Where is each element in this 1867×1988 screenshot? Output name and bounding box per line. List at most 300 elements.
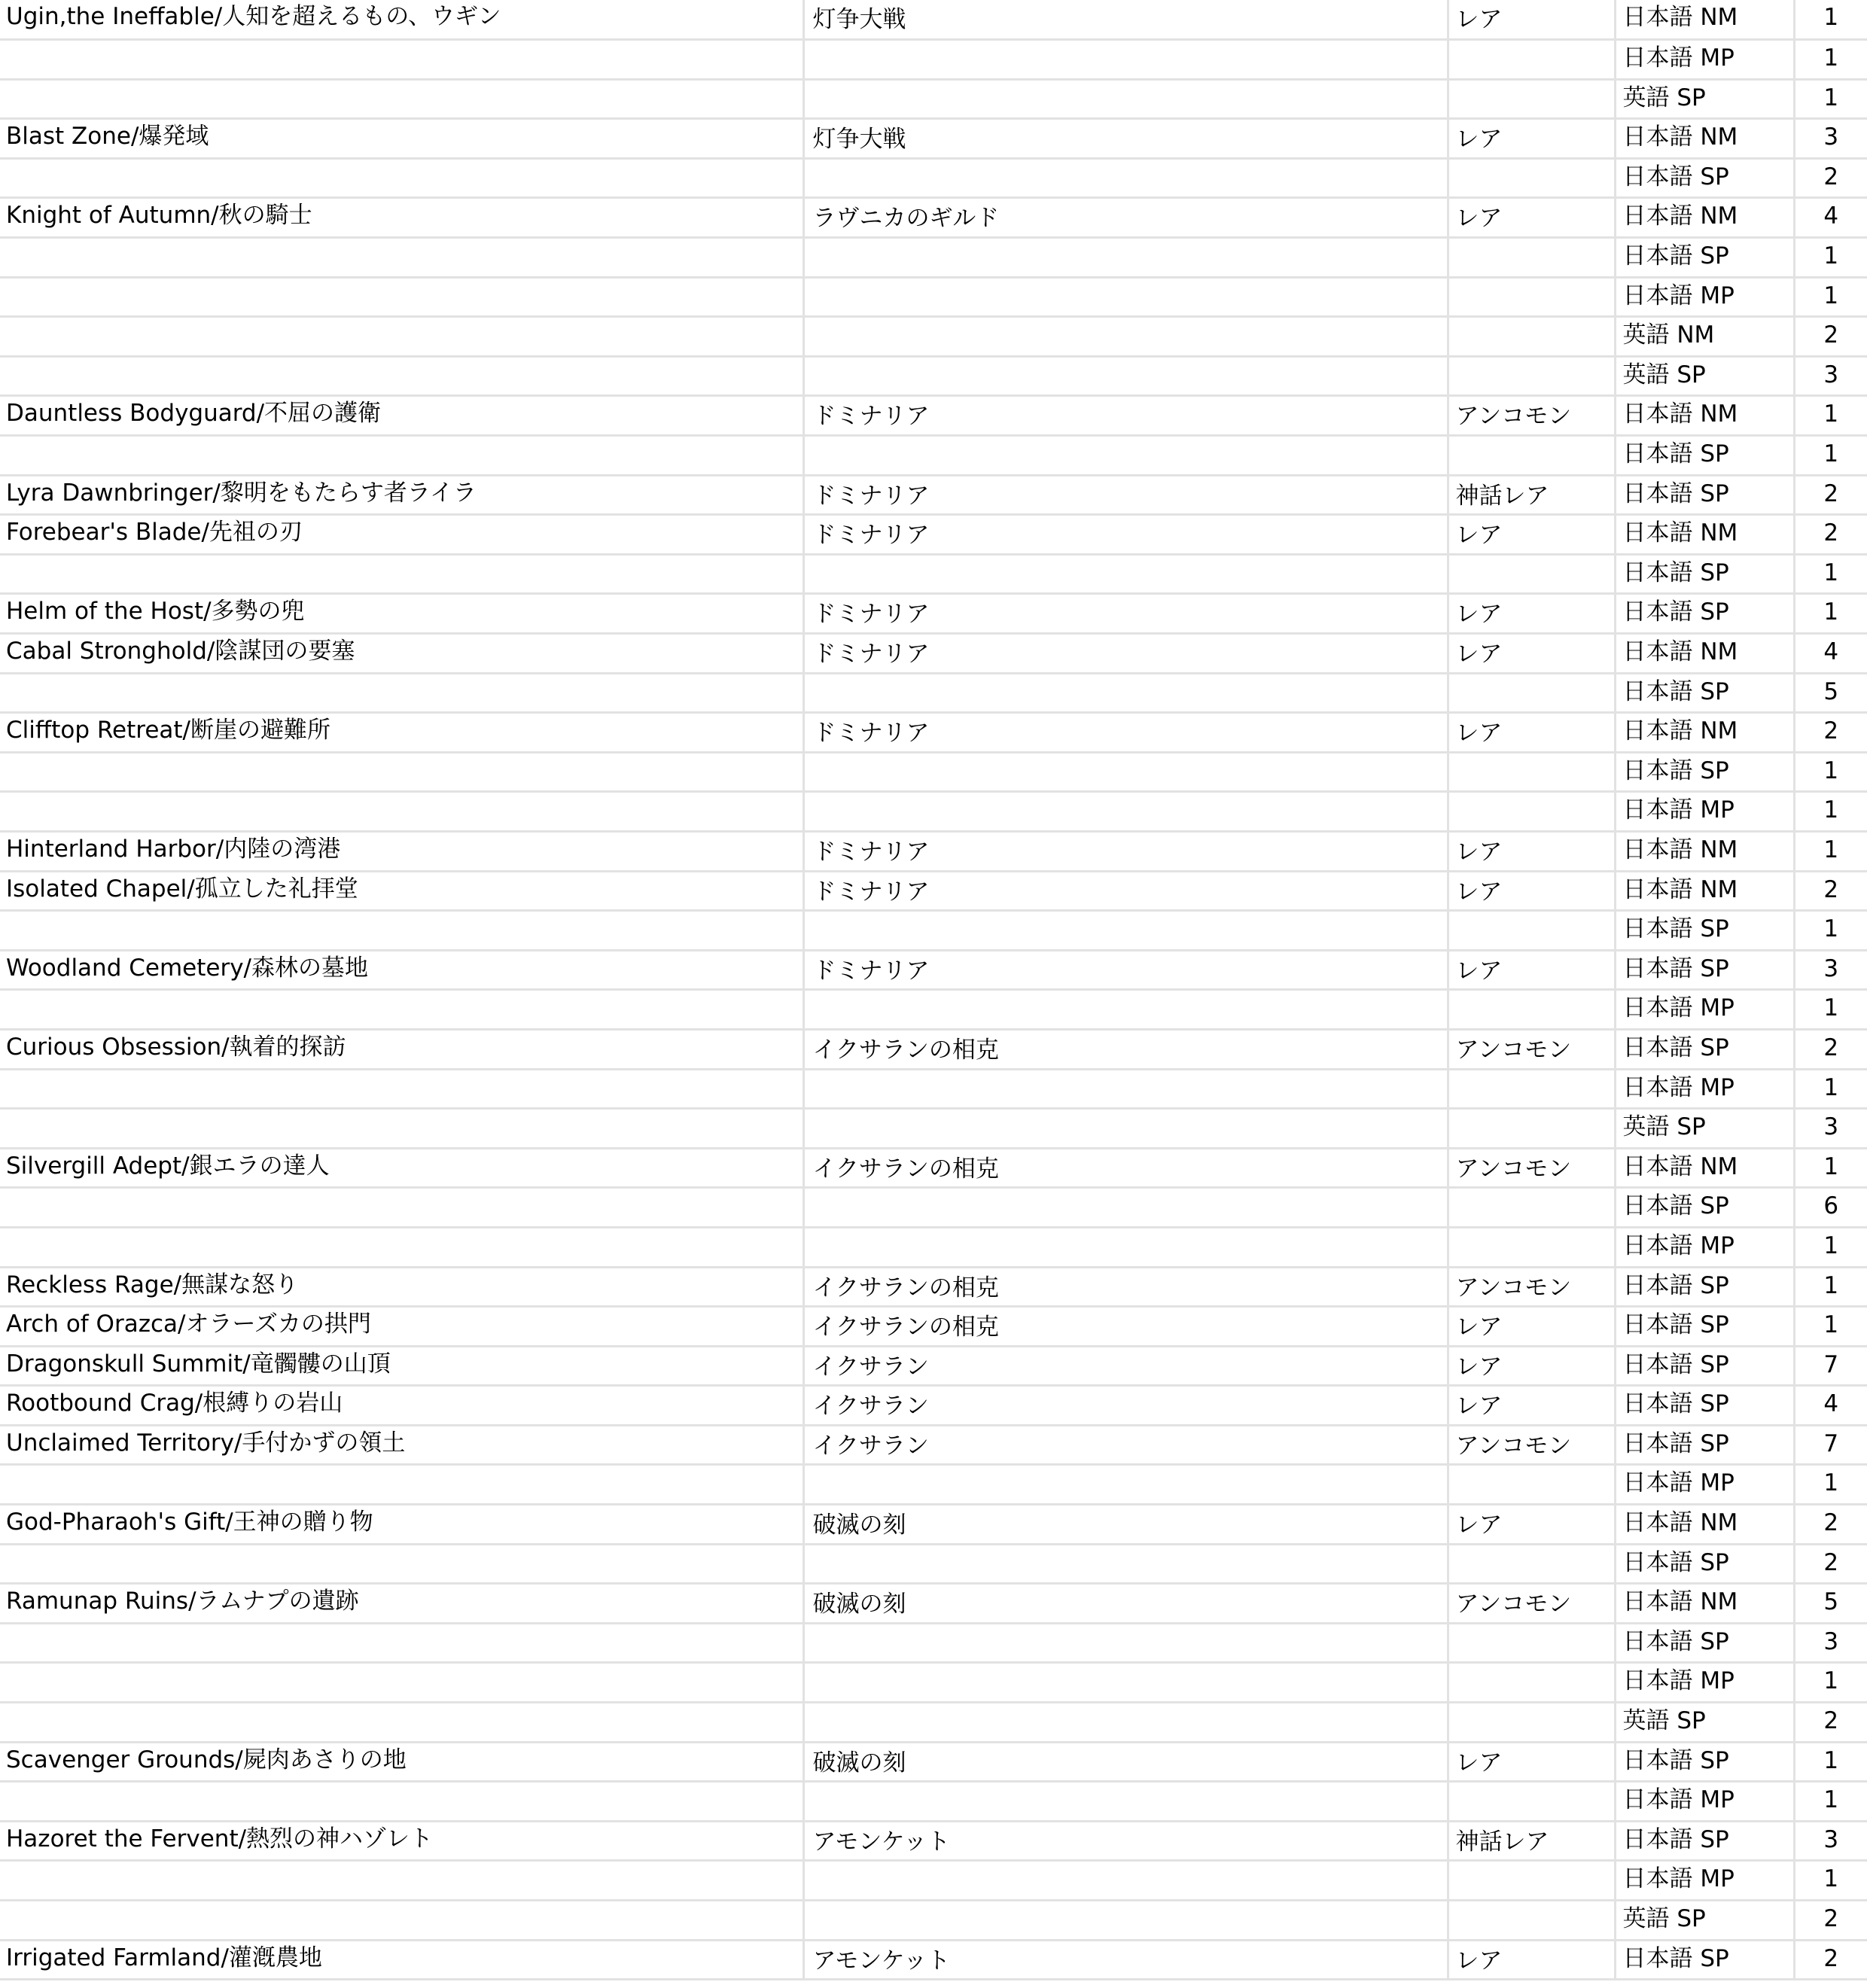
rarity-cell[interactable] [1448,911,1615,951]
set-name-cell[interactable] [803,436,1448,476]
rarity-cell[interactable] [1448,1663,1615,1703]
quantity-cell[interactable]: 1 [1794,1465,1867,1505]
rarity-cell[interactable]: 神話レア [1448,1821,1615,1861]
set-name-cell[interactable]: イクサランの相克 [803,1307,1448,1347]
language-condition-cell[interactable]: 日本語 NM [1615,198,1794,238]
quantity-cell[interactable]: 5 [1794,673,1867,713]
set-name-cell[interactable]: 灯争大戦 [803,119,1448,159]
rarity-cell[interactable] [1448,1623,1615,1663]
rarity-cell[interactable]: レア [1448,515,1615,555]
set-name-cell[interactable]: イクサランの相克 [803,1029,1448,1069]
set-name-cell[interactable]: イクサラン [803,1386,1448,1426]
card-name-cell[interactable] [0,158,803,198]
table-row [0,396,1867,436]
table-row [0,238,1867,278]
card-name-cell[interactable]: Dauntless Bodyguard/不屈の護衛 [0,396,803,436]
rarity-cell[interactable] [1448,1901,1615,1941]
quantity-cell[interactable]: 3 [1794,119,1867,159]
language-condition-cell[interactable]: 日本語 NM [1615,831,1794,871]
card-name-cell[interactable] [0,911,803,951]
table-row [0,317,1867,357]
rarity-cell[interactable]: レア [1448,0,1615,40]
table-row [0,990,1867,1030]
language-condition-cell[interactable]: 日本語 MP [1615,990,1794,1030]
card-name-cell[interactable]: Hinterland Harbor/内陸の湾港 [0,831,803,871]
set-name-cell[interactable]: ドミナリア [803,871,1448,911]
rarity-cell[interactable]: 神話レア [1448,475,1615,515]
rarity-cell[interactable] [1448,238,1615,278]
table-row [0,1663,1867,1703]
quantity-cell[interactable]: 2 [1794,158,1867,198]
rarity-cell[interactable] [1448,673,1615,713]
card-name-cell[interactable]: Blast Zone/爆発域 [0,119,803,159]
card-name-cell[interactable]: Clifftop Retreat/断崖の避難所 [0,713,803,753]
quantity-cell[interactable]: 3 [1794,1109,1867,1149]
quantity-cell[interactable]: 1 [1794,396,1867,436]
card-name-cell[interactable]: Unclaimed Territory/手付かずの領土 [0,1425,803,1465]
table-row [0,1346,1867,1386]
card-name-cell[interactable] [0,1901,803,1941]
rarity-cell[interactable]: アンコモン [1448,1267,1615,1307]
language-condition-cell[interactable]: 日本語 SP [1615,238,1794,278]
table-row [0,277,1867,317]
table-row [0,1901,1867,1941]
quantity-cell[interactable]: 1 [1794,1861,1867,1901]
card-name-cell[interactable] [0,1188,803,1228]
card-name-cell[interactable] [0,1782,803,1822]
quantity-cell[interactable]: 1 [1794,594,1867,634]
rarity-cell[interactable] [1448,1109,1615,1149]
rarity-cell[interactable]: アンコモン [1448,396,1615,436]
table-row [0,752,1867,792]
set-name-cell[interactable]: ドミナリア [803,713,1448,753]
rarity-cell[interactable]: レア [1448,198,1615,238]
quantity-cell[interactable]: 1 [1794,831,1867,871]
language-condition-cell[interactable]: 日本語 SP [1615,752,1794,792]
table-row [0,792,1867,832]
card-name-cell[interactable] [0,1861,803,1901]
rarity-cell[interactable] [1448,1227,1615,1267]
card-name-cell[interactable] [0,1465,803,1505]
language-condition-cell[interactable]: 日本語 SP [1615,436,1794,476]
quantity-cell[interactable]: 3 [1794,1623,1867,1663]
card-name-cell[interactable] [0,1663,803,1703]
table-row [0,79,1867,119]
table-row [0,1425,1867,1465]
set-name-cell[interactable] [803,1703,1448,1743]
set-name-cell[interactable] [803,1901,1448,1941]
quantity-cell[interactable]: 2 [1794,713,1867,753]
quantity-cell[interactable]: 1 [1794,1742,1867,1782]
rarity-cell[interactable] [1448,1465,1615,1505]
quantity-cell[interactable]: 1 [1794,1782,1867,1822]
set-name-cell[interactable] [803,792,1448,832]
card-name-cell[interactable]: Scavenger Grounds/屍肉あさりの地 [0,1742,803,1782]
set-name-cell[interactable] [803,356,1448,396]
table-row [0,1227,1867,1267]
set-name-cell[interactable]: ドミナリア [803,475,1448,515]
quantity-cell[interactable]: 2 [1794,871,1867,911]
language-condition-cell[interactable]: 日本語 NM [1615,0,1794,40]
set-name-cell[interactable]: アモンケット [803,1940,1448,1980]
quantity-cell[interactable]: 1 [1794,1307,1867,1347]
quantity-cell[interactable]: 2 [1794,475,1867,515]
set-name-cell[interactable] [803,40,1448,80]
set-name-cell[interactable]: 灯争大戦 [803,0,1448,40]
rarity-cell[interactable] [1448,1069,1615,1109]
rarity-cell[interactable]: アンコモン [1448,1584,1615,1624]
table-row [0,1940,1867,1980]
set-name-cell[interactable] [803,1544,1448,1584]
table-row [0,158,1867,198]
table-row [0,831,1867,871]
set-name-cell[interactable] [803,1109,1448,1149]
language-condition-cell[interactable]: 日本語 MP [1615,1227,1794,1267]
table-row [0,1584,1867,1624]
set-name-cell[interactable]: ドミナリア [803,594,1448,634]
language-condition-cell[interactable]: 日本語 NM [1615,396,1794,436]
set-name-cell[interactable]: ラヴニカのギルド [803,198,1448,238]
language-condition-cell[interactable]: 日本語 NM [1615,1148,1794,1188]
language-condition-cell[interactable]: 日本語 MP [1615,277,1794,317]
table-row [0,1505,1867,1545]
set-name-cell[interactable]: イクサランの相克 [803,1148,1448,1188]
table-row [0,1623,1867,1663]
set-name-cell[interactable]: イクサラン [803,1346,1448,1386]
quantity-cell[interactable]: 2 [1794,515,1867,555]
language-condition-cell[interactable]: 日本語 SP [1615,1742,1794,1782]
language-condition-cell[interactable]: 日本語 SP [1615,1307,1794,1347]
language-condition-cell[interactable]: 日本語 MP [1615,792,1794,832]
card-name-cell[interactable]: Dragonskull Summit/竜髑髏の山頂 [0,1346,803,1386]
card-name-cell[interactable]: Reckless Rage/無謀な怒り [0,1267,803,1307]
table-row [0,475,1867,515]
quantity-cell[interactable]: 4 [1794,634,1867,674]
table-row [0,0,1867,40]
language-condition-cell[interactable]: 日本語 SP [1615,594,1794,634]
quantity-cell[interactable]: 3 [1794,356,1867,396]
card-name-cell[interactable] [0,1703,803,1743]
table-row [0,1703,1867,1743]
table-row [0,1465,1867,1505]
card-name-cell[interactable] [0,792,803,832]
quantity-cell[interactable]: 2 [1794,1703,1867,1743]
quantity-cell[interactable]: 1 [1794,990,1867,1030]
table-row [0,713,1867,753]
rarity-cell[interactable]: レア [1448,1940,1615,1980]
set-name-cell[interactable]: 破滅の刻 [803,1505,1448,1545]
rarity-cell[interactable] [1448,1782,1615,1822]
language-condition-cell[interactable]: 日本語 MP [1615,1663,1794,1703]
set-name-cell[interactable] [803,752,1448,792]
set-name-cell[interactable] [803,911,1448,951]
rarity-cell[interactable]: レア [1448,634,1615,674]
table-row [0,1109,1867,1149]
rarity-cell[interactable]: アンコモン [1448,1029,1615,1069]
quantity-cell[interactable]: 1 [1794,436,1867,476]
rarity-cell[interactable]: レア [1448,1505,1615,1545]
table-row [0,1307,1867,1347]
table-row [0,594,1867,634]
card-name-cell[interactable] [0,554,803,594]
language-condition-cell[interactable]: 日本語 NM [1615,634,1794,674]
quantity-cell[interactable]: 2 [1794,1029,1867,1069]
quantity-cell[interactable]: 1 [1794,238,1867,278]
set-name-cell[interactable] [803,1188,1448,1228]
rarity-cell[interactable] [1448,40,1615,80]
quantity-cell[interactable]: 1 [1794,1069,1867,1109]
quantity-cell[interactable]: 2 [1794,1940,1867,1980]
quantity-cell[interactable]: 6 [1794,1188,1867,1228]
card-name-cell[interactable] [0,1109,803,1149]
table-row [0,515,1867,555]
rarity-cell[interactable]: レア [1448,1742,1615,1782]
quantity-cell[interactable]: 1 [1794,79,1867,119]
set-name-cell[interactable]: ドミナリア [803,950,1448,990]
language-condition-cell[interactable]: 日本語 SP [1615,1623,1794,1663]
rarity-cell[interactable]: レア [1448,119,1615,159]
card-name-cell[interactable] [0,1069,803,1109]
quantity-cell[interactable]: 1 [1794,1148,1867,1188]
card-name-cell[interactable] [0,277,803,317]
rarity-cell[interactable] [1448,79,1615,119]
card-name-cell[interactable] [0,752,803,792]
card-name-cell[interactable]: God-Pharaoh's Gift/王神の贈り物 [0,1505,803,1545]
card-name-cell[interactable] [0,1227,803,1267]
table-row [0,40,1867,80]
language-condition-cell[interactable]: 日本語 SP [1615,950,1794,990]
set-name-cell[interactable]: ドミナリア [803,396,1448,436]
rarity-cell[interactable] [1448,990,1615,1030]
card-name-cell[interactable]: Cabal Stronghold/陰謀団の要塞 [0,634,803,674]
quantity-cell[interactable]: 7 [1794,1346,1867,1386]
set-name-cell[interactable]: 破滅の刻 [803,1584,1448,1624]
card-name-cell[interactable] [0,238,803,278]
set-name-cell[interactable]: イクサラン [803,1425,1448,1465]
card-name-cell[interactable]: Ugin,the Ineffable/人知を超えるもの、ウギン [0,0,803,40]
table-row [0,911,1867,951]
rarity-cell[interactable] [1448,158,1615,198]
quantity-cell[interactable]: 2 [1794,1544,1867,1584]
set-name-cell[interactable]: アモンケット [803,1821,1448,1861]
table-row [0,436,1867,476]
quantity-cell[interactable]: 4 [1794,198,1867,238]
language-condition-cell[interactable]: 日本語 NM [1615,713,1794,753]
card-name-cell[interactable]: Forebear's Blade/先祖の刃 [0,515,803,555]
quantity-cell[interactable]: 5 [1794,1584,1867,1624]
quantity-cell[interactable]: 1 [1794,0,1867,40]
language-condition-cell[interactable]: 日本語 MP [1615,1861,1794,1901]
set-name-cell[interactable] [803,1663,1448,1703]
set-name-cell[interactable] [803,79,1448,119]
set-name-cell[interactable] [803,1861,1448,1901]
language-condition-cell[interactable]: 日本語 MP [1615,1069,1794,1109]
card-name-cell[interactable]: Helm of the Host/多勢の兜 [0,594,803,634]
language-condition-cell[interactable]: 英語 SP [1615,1703,1794,1743]
card-name-cell[interactable] [0,990,803,1030]
language-condition-cell[interactable]: 日本語 NM [1615,1505,1794,1545]
language-condition-cell[interactable]: 日本語 MP [1615,1465,1794,1505]
quantity-cell[interactable]: 1 [1794,554,1867,594]
card-name-cell[interactable] [0,356,803,396]
set-name-cell[interactable]: ドミナリア [803,515,1448,555]
card-name-cell[interactable] [0,1623,803,1663]
language-condition-cell[interactable]: 日本語 MP [1615,1782,1794,1822]
language-condition-cell[interactable]: 日本語 SP [1615,1029,1794,1069]
rarity-cell[interactable]: レア [1448,713,1615,753]
table-row [0,1861,1867,1901]
table-row [0,1069,1867,1109]
quantity-cell[interactable]: 1 [1794,792,1867,832]
set-name-cell[interactable] [803,317,1448,357]
table-row [0,1386,1867,1426]
rarity-cell[interactable] [1448,1703,1615,1743]
card-name-cell[interactable] [0,673,803,713]
language-condition-cell[interactable]: 日本語 SP [1615,1940,1794,1980]
rarity-cell[interactable] [1448,1544,1615,1584]
language-condition-cell[interactable]: 日本語 SP [1615,1267,1794,1307]
quantity-cell[interactable]: 1 [1794,752,1867,792]
card-name-cell[interactable]: Knight of Autumn/秋の騎士 [0,198,803,238]
language-condition-cell[interactable]: 日本語 SP [1615,911,1794,951]
quantity-cell[interactable]: 3 [1794,950,1867,990]
card-name-cell[interactable] [0,317,803,357]
quantity-cell[interactable]: 7 [1794,1425,1867,1465]
rarity-cell[interactable]: レア [1448,831,1615,871]
language-condition-cell[interactable]: 英語 SP [1615,356,1794,396]
quantity-cell[interactable]: 3 [1794,1821,1867,1861]
card-name-cell[interactable]: Curious Obsession/執着的探訪 [0,1029,803,1069]
table-row [0,1267,1867,1307]
language-condition-cell[interactable]: 日本語 SP [1615,158,1794,198]
quantity-cell[interactable]: 2 [1794,317,1867,357]
rarity-cell[interactable]: レア [1448,1386,1615,1426]
language-condition-cell[interactable]: 英語 NM [1615,317,1794,357]
rarity-cell[interactable]: レア [1448,594,1615,634]
rarity-cell[interactable]: アンコモン [1448,1425,1615,1465]
table-row [0,554,1867,594]
set-name-cell[interactable] [803,158,1448,198]
language-condition-cell[interactable]: 日本語 NM [1615,871,1794,911]
language-condition-cell[interactable]: 日本語 SP [1615,1188,1794,1228]
table-row [0,950,1867,990]
quantity-cell[interactable]: 4 [1794,1386,1867,1426]
table-row [0,1029,1867,1069]
card-name-cell[interactable]: Irrigated Farmland/灌漑農地 [0,1940,803,1980]
table-row [0,871,1867,911]
table-row [0,119,1867,159]
table-row [0,1782,1867,1822]
set-name-cell[interactable]: ドミナリア [803,831,1448,871]
rarity-cell[interactable]: レア [1448,950,1615,990]
language-condition-cell[interactable]: 日本語 MP [1615,40,1794,80]
set-name-cell[interactable] [803,1227,1448,1267]
rarity-cell[interactable] [1448,554,1615,594]
quantity-cell[interactable]: 1 [1794,1663,1867,1703]
card-name-cell[interactable]: Hazoret the Fervent/熱烈の神ハゾレト [0,1821,803,1861]
set-name-cell[interactable] [803,673,1448,713]
rarity-cell[interactable]: レア [1448,1307,1615,1347]
set-name-cell[interactable] [803,1069,1448,1109]
rarity-cell[interactable] [1448,436,1615,476]
set-name-cell[interactable] [803,1623,1448,1663]
language-condition-cell[interactable]: 日本語 SP [1615,1821,1794,1861]
language-condition-cell[interactable]: 英語 SP [1615,79,1794,119]
table-row [0,1821,1867,1861]
table-row [0,634,1867,674]
language-condition-cell[interactable]: 日本語 SP [1615,1346,1794,1386]
rarity-cell[interactable]: レア [1448,1346,1615,1386]
quantity-cell[interactable]: 1 [1794,277,1867,317]
language-condition-cell[interactable]: 日本語 NM [1615,119,1794,159]
language-condition-cell[interactable]: 日本語 NM [1615,1584,1794,1624]
rarity-cell[interactable] [1448,277,1615,317]
set-name-cell[interactable] [803,990,1448,1030]
set-name-cell[interactable] [803,238,1448,278]
card-name-cell[interactable] [0,436,803,476]
card-name-cell[interactable] [0,40,803,80]
quantity-cell[interactable]: 1 [1794,1267,1867,1307]
rarity-cell[interactable] [1448,1188,1615,1228]
table-row [0,198,1867,238]
rarity-cell[interactable] [1448,1861,1615,1901]
language-condition-cell[interactable]: 日本語 SP [1615,1425,1794,1465]
set-name-cell[interactable]: 破滅の刻 [803,1742,1448,1782]
language-condition-cell[interactable]: 日本語 NM [1615,515,1794,555]
language-condition-cell[interactable]: 日本語 SP [1615,554,1794,594]
table-row [0,673,1867,713]
rarity-cell[interactable]: アンコモン [1448,1148,1615,1188]
card-name-cell[interactable]: Arch of Orazca/オラーズカの拱門 [0,1307,803,1347]
language-condition-cell[interactable]: 日本語 SP [1615,1386,1794,1426]
table-row [0,1544,1867,1584]
rarity-cell[interactable] [1448,317,1615,357]
set-name-cell[interactable] [803,554,1448,594]
set-name-cell[interactable] [803,277,1448,317]
quantity-cell[interactable]: 1 [1794,40,1867,80]
set-name-cell[interactable] [803,1465,1448,1505]
rarity-cell[interactable] [1448,752,1615,792]
language-condition-cell[interactable]: 英語 SP [1615,1109,1794,1149]
card-name-cell[interactable]: Ramunap Ruins/ラムナプの遺跡 [0,1584,803,1624]
card-name-cell[interactable]: Silvergill Adept/銀エラの達人 [0,1148,803,1188]
table-row [0,356,1867,396]
language-condition-cell[interactable]: 日本語 SP [1615,1544,1794,1584]
card-name-cell[interactable]: Lyra Dawnbringer/黎明をもたらす者ライラ [0,475,803,515]
quantity-cell[interactable]: 2 [1794,1505,1867,1545]
set-name-cell[interactable]: ドミナリア [803,634,1448,674]
card-name-cell[interactable]: Rootbound Crag/根縛りの岩山 [0,1386,803,1426]
set-name-cell[interactable]: イクサランの相克 [803,1267,1448,1307]
language-condition-cell[interactable]: 日本語 SP [1615,673,1794,713]
quantity-cell[interactable]: 1 [1794,911,1867,951]
card-name-cell[interactable] [0,1544,803,1584]
language-condition-cell[interactable]: 日本語 SP [1615,475,1794,515]
table-row [0,1742,1867,1782]
card-name-cell[interactable] [0,79,803,119]
card-name-cell[interactable]: Woodland Cemetery/森林の墓地 [0,950,803,990]
quantity-cell[interactable]: 2 [1794,1901,1867,1941]
rarity-cell[interactable] [1448,792,1615,832]
quantity-cell[interactable]: 1 [1794,1227,1867,1267]
table-row [0,1188,1867,1228]
table-row [0,1148,1867,1188]
rarity-cell[interactable] [1448,356,1615,396]
set-name-cell[interactable] [803,1782,1448,1822]
card-name-cell[interactable]: Isolated Chapel/孤立した礼拝堂 [0,871,803,911]
rarity-cell[interactable]: レア [1448,871,1615,911]
language-condition-cell[interactable]: 英語 SP [1615,1901,1794,1941]
